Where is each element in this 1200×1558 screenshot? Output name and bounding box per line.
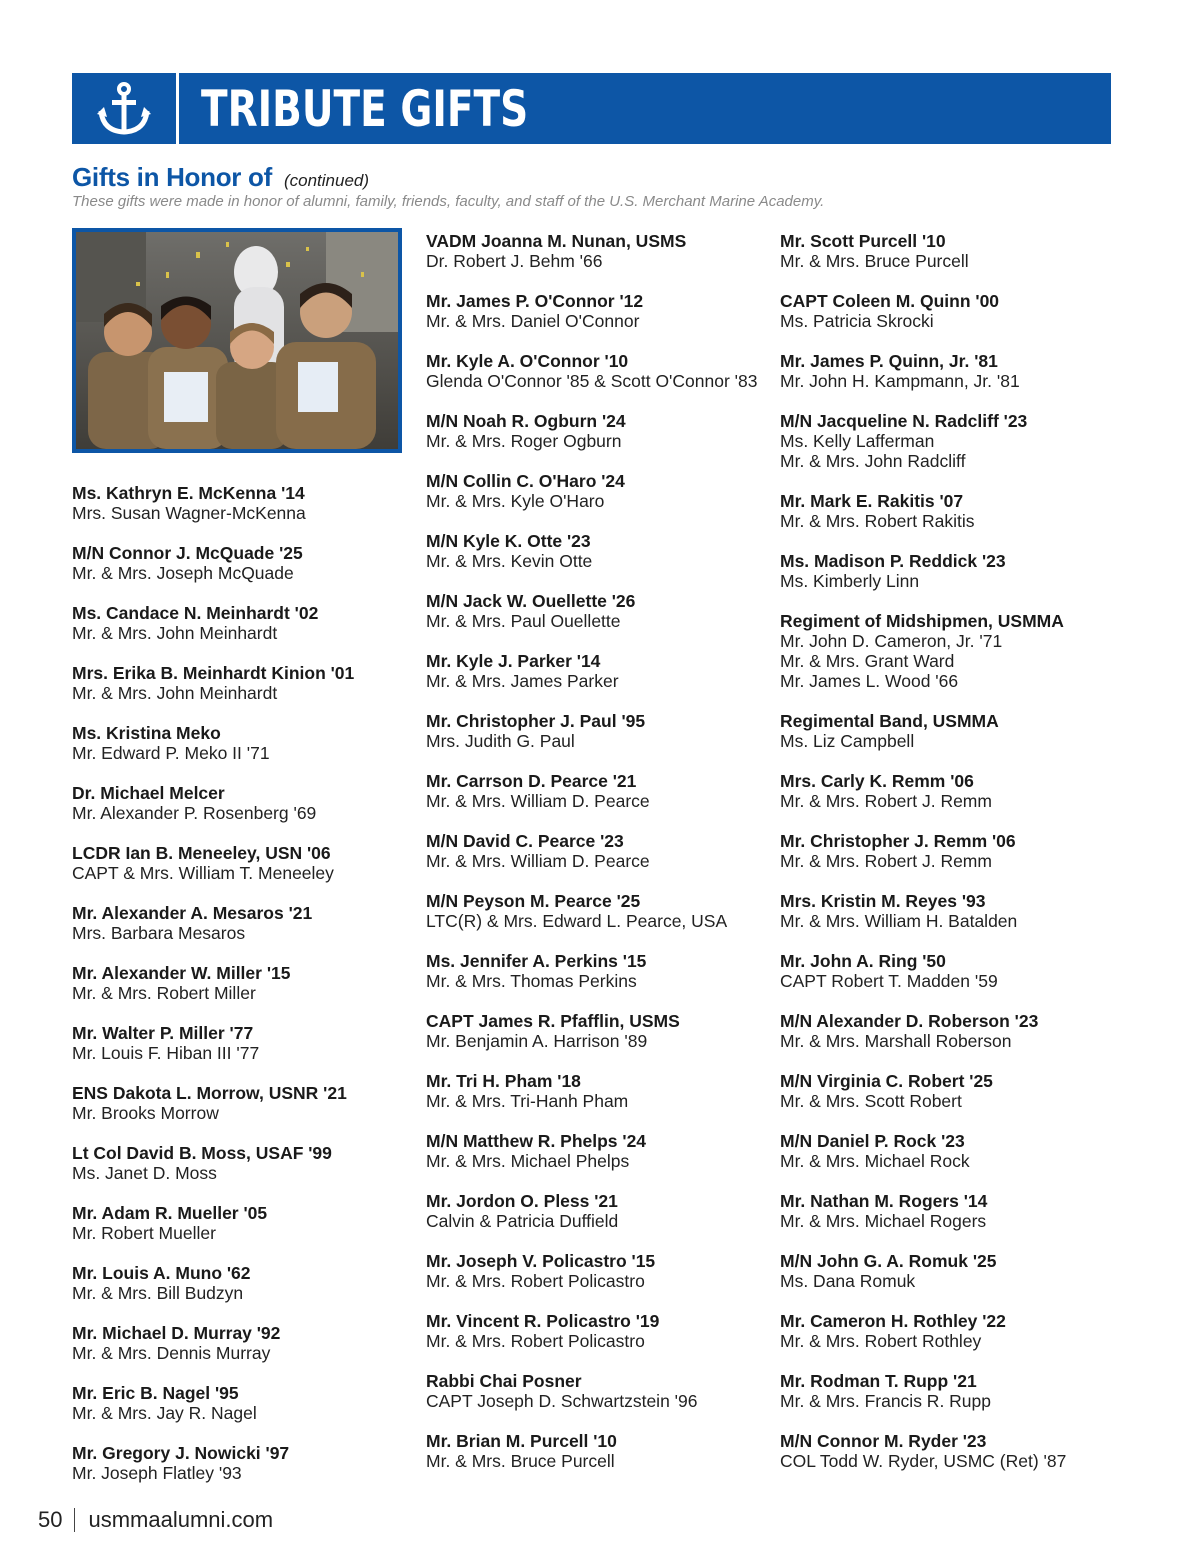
honoree-name: Mr. Alexander A. Mesaros '21	[72, 903, 313, 923]
honoree-name: M/N Peyson M. Pearce '25	[426, 891, 641, 911]
donor-name: Ms. Patricia Skrocki	[780, 311, 934, 331]
donor-name: Mr. & Mrs. James Parker	[426, 671, 619, 691]
donor-name: Mr. & Mrs. William D. Pearce	[426, 851, 650, 871]
donor-name: Mr. & Mrs. Jay R. Nagel	[72, 1403, 257, 1423]
tribute-entry	[780, 1311, 1140, 1351]
tribute-entry	[780, 551, 1140, 591]
tribute-entry	[780, 1191, 1140, 1231]
honoree-name: Rabbi Chai Posner	[426, 1371, 582, 1391]
donor-name: Mr. & Mrs. Kyle O'Haro	[426, 491, 605, 511]
honoree-name: Ms. Jennifer A. Perkins '15	[426, 951, 647, 971]
donor-name: Mr. & Mrs. Scott Robert	[780, 1091, 962, 1111]
honoree-name: M/N Daniel P. Rock '23	[780, 1131, 965, 1151]
tribute-entry	[780, 891, 1140, 931]
honoree-name: M/N Virginia C. Robert '25	[780, 1071, 993, 1091]
honoree-name: M/N Noah R. Ogburn '24	[426, 411, 626, 431]
tribute-entry	[426, 1011, 786, 1051]
honoree-name: Regiment of Midshipmen, USMMA	[780, 611, 1064, 631]
donor-name: Mr. John H. Kampmann, Jr. '81	[780, 371, 1020, 391]
donor-name: Mr. & Mrs. John Radcliff	[780, 451, 966, 471]
tribute-entry	[426, 1131, 786, 1171]
tribute-entry	[426, 531, 786, 571]
donor-name: Mr. & Mrs. Robert J. Remm	[780, 791, 992, 811]
tribute-entry	[426, 1071, 786, 1111]
donor-name: CAPT Robert T. Madden '59	[780, 971, 998, 991]
tribute-entry	[426, 1251, 786, 1291]
tribute-entry	[780, 611, 1140, 691]
honoree-name: M/N John G. A. Romuk '25	[780, 1251, 997, 1271]
donor-name: Mr. & Mrs. Robert J. Remm	[780, 851, 992, 871]
donor-name: Mr. & Mrs. Bruce Purcell	[780, 251, 969, 271]
honoree-name: LCDR Ian B. Meneeley, USN '06	[72, 843, 331, 863]
honoree-name: Mr. Kyle J. Parker '14	[426, 651, 601, 671]
tribute-entry	[426, 411, 786, 451]
honoree-name: Mr. Brian M. Purcell '10	[426, 1431, 617, 1451]
donor-name: Mr. & Mrs. Robert Policastro	[426, 1271, 645, 1291]
donor-name: Mr. & Mrs. Paul Ouellette	[426, 611, 621, 631]
tribute-entry	[780, 951, 1140, 991]
honoree-name: Mr. Cameron H. Rothley '22	[780, 1311, 1006, 1331]
tribute-entry	[426, 1191, 786, 1231]
donor-name: LTC(R) & Mrs. Edward L. Pearce, USA	[426, 911, 728, 931]
honoree-name: M/N Alexander D. Roberson '23	[780, 1011, 1039, 1031]
honoree-name: M/N Connor J. McQuade '25	[72, 543, 303, 563]
donor-name: Mr. & Mrs. William H. Batalden	[780, 911, 1018, 931]
tribute-entry	[72, 963, 432, 1003]
donor-name: Mr. & Mrs. Dennis Murray	[72, 1343, 271, 1363]
honoree-name: Mr. Vincent R. Policastro '19	[426, 1311, 660, 1331]
honoree-name: Mr. Eric B. Nagel '95	[72, 1383, 239, 1403]
donor-name: Ms. Dana Romuk	[780, 1271, 916, 1291]
honoree-name: Mrs. Erika B. Meinhardt Kinion '01	[72, 663, 355, 683]
tribute-entry	[72, 1263, 432, 1303]
donor-name: Dr. Robert J. Behm '66	[426, 251, 603, 271]
donor-name: Ms. Liz Campbell	[780, 731, 915, 751]
donor-name: Mr. & Mrs. Robert Miller	[72, 983, 256, 1003]
tribute-entry	[72, 903, 432, 943]
honoree-name: Mr. Carrson D. Pearce '21	[426, 771, 637, 791]
tribute-entry	[780, 1011, 1140, 1051]
honoree-name: Mrs. Carly K. Remm '06	[780, 771, 974, 791]
column-3	[780, 231, 1140, 1491]
tribute-entry	[426, 711, 786, 751]
page-number: 50	[38, 1507, 63, 1532]
column-1	[72, 483, 432, 1503]
anchor-icon	[72, 73, 176, 144]
honoree-name: Mrs. Kristin M. Reyes '93	[780, 891, 986, 911]
honoree-name: Mr. James P. Quinn, Jr. '81	[780, 351, 998, 371]
tribute-entry	[780, 291, 1140, 331]
tribute-entry	[780, 771, 1140, 811]
tribute-entry	[780, 1071, 1140, 1111]
tribute-entry	[72, 1443, 432, 1483]
page-footer	[38, 1507, 273, 1533]
donor-name: Mr. & Mrs. Roger Ogburn	[426, 431, 622, 451]
donor-name: Mrs. Susan Wagner-McKenna	[72, 503, 306, 523]
tribute-entry	[780, 491, 1140, 531]
honoree-name: Mr. Gregory J. Nowicki '97	[72, 1443, 290, 1463]
footer-divider	[74, 1508, 75, 1532]
tribute-entry	[72, 1023, 432, 1063]
donor-name: Mrs. Barbara Mesaros	[72, 923, 246, 943]
tribute-entry	[426, 471, 786, 511]
tribute-entry	[426, 1371, 786, 1411]
tribute-entry	[780, 1251, 1140, 1291]
donor-name: Mr. & Mrs. Kevin Otte	[426, 551, 593, 571]
donor-name: Mr. & Mrs. Daniel O'Connor	[426, 311, 640, 331]
honoree-name: M/N Kyle K. Otte '23	[426, 531, 591, 551]
tribute-entry	[72, 603, 432, 643]
tribute-entry	[780, 1431, 1140, 1471]
honoree-name: Mr. Rodman T. Rupp '21	[780, 1371, 977, 1391]
donor-name: Calvin & Patricia Duffield	[426, 1211, 619, 1231]
tribute-entry	[426, 891, 786, 931]
honoree-name: Mr. Alexander W. Miller '15	[72, 963, 291, 983]
honoree-name: M/N Jacqueline N. Radcliff '23	[780, 411, 1028, 431]
donor-name: Mr. & Mrs. Marshall Roberson	[780, 1031, 1012, 1051]
section-heading	[72, 162, 369, 193]
tribute-entry	[426, 1431, 786, 1471]
donor-name: Ms. Kelly Lafferman	[780, 431, 935, 451]
honoree-name: Mr. Nathan M. Rogers '14	[780, 1191, 988, 1211]
tribute-entry	[426, 771, 786, 811]
donor-name: Mr. & Mrs. Michael Rogers	[780, 1211, 987, 1231]
honoree-name: M/N David C. Pearce '23	[426, 831, 624, 851]
honoree-name: M/N Collin C. O'Haro '24	[426, 471, 625, 491]
donor-name: Mr. Joseph Flatley '93	[72, 1463, 242, 1483]
donor-name: Mr. & Mrs. Michael Phelps	[426, 1151, 630, 1171]
website-link[interactable]: usmmaalumni.com	[88, 1507, 274, 1532]
honoree-name: Mr. Christopher J. Paul '95	[426, 711, 646, 731]
donor-name: Mr. James L. Wood '66	[780, 671, 959, 691]
honoree-name: Dr. Michael Melcer	[72, 783, 225, 803]
tribute-entry	[72, 1143, 432, 1183]
section-subtitle: These gifts were made in honor of alumni, family, friends, faculty, and staff of the U.S. Merchant Marine Academy.	[72, 193, 825, 210]
honoree-name: Mr. Scott Purcell '10	[780, 231, 946, 251]
tribute-entry	[426, 951, 786, 991]
tribute-entry	[426, 831, 786, 871]
tribute-entry	[780, 711, 1140, 751]
honoree-name: Ms. Kristina Meko	[72, 723, 221, 743]
donor-name: Mr. John D. Cameron, Jr. '71	[780, 631, 1003, 651]
honoree-name: Mr. Louis A. Muno '62	[72, 1263, 251, 1283]
tribute-entry	[72, 1203, 432, 1243]
donor-name: Mr. & Mrs. Robert Rakitis	[780, 511, 975, 531]
donor-name: Mr. Edward P. Meko II '71	[72, 743, 270, 763]
donor-name: Mr. & Mrs. Joseph McQuade	[72, 563, 294, 583]
midshipmen-photo	[72, 228, 402, 453]
tribute-entry	[72, 663, 432, 703]
donor-name: Mr. & Mrs. Bruce Purcell	[426, 1451, 615, 1471]
tribute-entry	[72, 783, 432, 823]
continued-label: (continued)	[283, 171, 370, 190]
donor-name: Mr. Robert Mueller	[72, 1223, 216, 1243]
tribute-entry	[426, 291, 786, 331]
donor-name: Mr. & Mrs. William D. Pearce	[426, 791, 650, 811]
tribute-entry	[72, 543, 432, 583]
donor-name: Mr. & Mrs. Bill Budzyn	[72, 1283, 244, 1303]
donor-name: Glenda O'Connor '85 & Scott O'Connor '83	[426, 371, 758, 391]
donor-name: Mr. & Mrs. Robert Policastro	[426, 1331, 645, 1351]
donor-name: Mr. & Mrs. John Meinhardt	[72, 623, 278, 643]
donor-name: Mr. & Mrs. John Meinhardt	[72, 683, 278, 703]
donor-name: Mr. & Mrs. Robert Rothley	[780, 1331, 982, 1351]
donor-name: Ms. Kimberly Linn	[780, 571, 920, 591]
donor-name: CAPT & Mrs. William T. Meneeley	[72, 863, 334, 883]
tribute-entry	[780, 831, 1140, 871]
tribute-entry	[426, 351, 786, 391]
donor-name: Mr. Benjamin A. Harrison '89	[426, 1031, 648, 1051]
honoree-name: Mr. Mark E. Rakitis '07	[780, 491, 964, 511]
honoree-name: Mr. Michael D. Murray '92	[72, 1323, 281, 1343]
honoree-name: Mr. Kyle A. O'Connor '10	[426, 351, 629, 371]
tribute-entry	[780, 411, 1140, 471]
donor-name: Ms. Janet D. Moss	[72, 1163, 217, 1183]
tribute-entry	[426, 591, 786, 631]
honoree-name: Mr. Jordon O. Pless '21	[426, 1191, 618, 1211]
honoree-name: M/N Matthew R. Phelps '24	[426, 1131, 647, 1151]
tribute-entry	[780, 231, 1140, 271]
donor-name: Mrs. Judith G. Paul	[426, 731, 575, 751]
donor-name: Mr. Alexander P. Rosenberg '69	[72, 803, 317, 823]
honoree-name: Lt Col David B. Moss, USAF '99	[72, 1143, 332, 1163]
tribute-entry	[426, 1311, 786, 1351]
page-title: TRIBUTE GIFTS	[201, 79, 529, 138]
donor-name: Mr. & Mrs. Michael Rock	[780, 1151, 970, 1171]
donor-name: CAPT Joseph D. Schwartzstein '96	[426, 1391, 698, 1411]
honoree-name: Mr. Tri H. Pham '18	[426, 1071, 581, 1091]
honoree-name: Regimental Band, USMMA	[780, 711, 999, 731]
honoree-name: Ms. Candace N. Meinhardt '02	[72, 603, 319, 623]
tribute-entry	[780, 1131, 1140, 1171]
honoree-name: Mr. James P. O'Connor '12	[426, 291, 644, 311]
donor-name: Mr. & Mrs. Thomas Perkins	[426, 971, 637, 991]
donor-name: Mr. Louis F. Hiban III '77	[72, 1043, 260, 1063]
donor-name: Mr. & Mrs. Tri-Hanh Pham	[426, 1091, 629, 1111]
banner-divider	[176, 73, 179, 144]
tribute-entry	[72, 483, 432, 523]
donor-name: Mr. & Mrs. Grant Ward	[780, 651, 955, 671]
honoree-name: Ms. Kathryn E. McKenna '14	[72, 483, 305, 503]
honoree-name: Mr. Christopher J. Remm '06	[780, 831, 1016, 851]
honoree-name: Mr. Walter P. Miller '77	[72, 1023, 254, 1043]
donor-name: Mr. & Mrs. Francis R. Rupp	[780, 1391, 992, 1411]
tribute-entry	[72, 723, 432, 763]
honoree-name: Mr. Adam R. Mueller '05	[72, 1203, 268, 1223]
tribute-entry	[72, 1323, 432, 1363]
donor-name: Mr. Brooks Morrow	[72, 1103, 219, 1123]
honoree-name: VADM Joanna M. Nunan, USMS	[426, 231, 687, 251]
donor-name: COL Todd W. Ryder, USMC (Ret) '87	[780, 1451, 1067, 1471]
section-title: Gifts in Honor of	[72, 162, 272, 192]
column-2	[426, 231, 786, 1491]
tribute-entry	[72, 1383, 432, 1423]
honoree-name: CAPT Coleen M. Quinn '00	[780, 291, 1000, 311]
honoree-name: CAPT James R. Pfafflin, USMS	[426, 1011, 680, 1031]
tribute-entry	[72, 843, 432, 883]
tribute-entry	[780, 1371, 1140, 1411]
tribute-entry	[780, 351, 1140, 391]
honoree-name: M/N Jack W. Ouellette '26	[426, 591, 636, 611]
honoree-name: ENS Dakota L. Morrow, USNR '21	[72, 1083, 347, 1103]
honoree-name: M/N Connor M. Ryder '23	[780, 1431, 987, 1451]
honoree-name: Ms. Madison P. Reddick '23	[780, 551, 1006, 571]
honoree-name: Mr. Joseph V. Policastro '15	[426, 1251, 656, 1271]
honoree-name: Mr. John A. Ring '50	[780, 951, 946, 971]
tribute-entry	[426, 651, 786, 691]
tribute-entry	[426, 231, 786, 271]
tribute-entry	[72, 1083, 432, 1123]
tribute-gifts-banner	[72, 73, 1111, 144]
